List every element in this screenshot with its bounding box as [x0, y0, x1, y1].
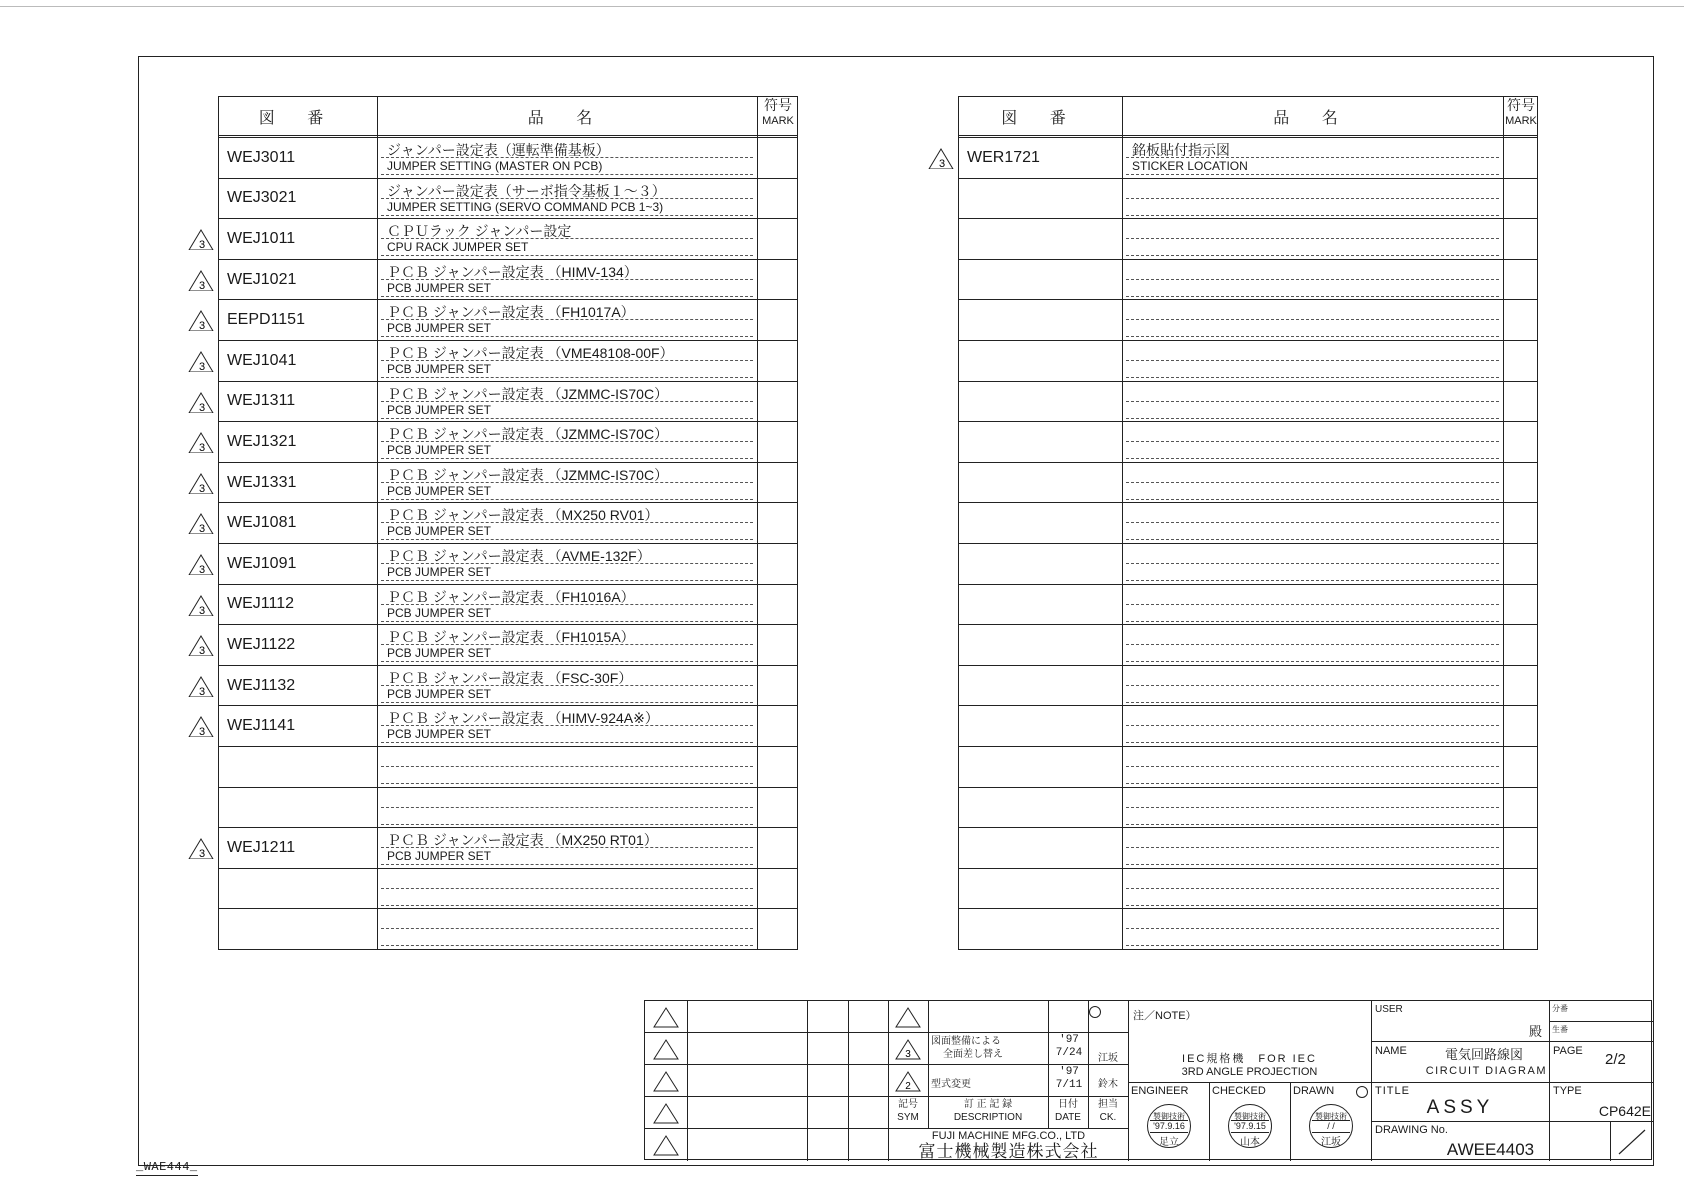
table-row — [219, 706, 797, 747]
dash-line — [381, 661, 753, 662]
dash-line — [1126, 888, 1499, 889]
dash-line — [1126, 279, 1499, 280]
revision-triangle-icon — [188, 269, 214, 291]
revision-number: 3 — [198, 645, 206, 657]
dash-line — [1126, 905, 1499, 906]
projection-note — [1128, 1053, 1371, 1079]
note-label: 注／NOTE） — [1133, 1010, 1197, 1022]
table-row — [959, 788, 1537, 829]
table-row — [219, 909, 797, 950]
revision-triangle-icon — [188, 634, 214, 656]
dash-line — [1126, 847, 1499, 848]
dash-line — [1126, 725, 1499, 726]
part-name-en: PCB JUMPER SET — [387, 524, 492, 539]
top-border-line — [0, 6, 1684, 7]
revision-blank-icon — [895, 1005, 921, 1031]
dash-line — [381, 499, 753, 500]
dash-line — [1126, 864, 1499, 865]
table-row — [959, 422, 1537, 463]
dash-line — [1126, 766, 1499, 767]
revision-number: 3 — [198, 604, 206, 616]
dash-line — [1126, 336, 1499, 337]
table-row — [959, 300, 1537, 341]
approval-stamp — [1228, 1104, 1272, 1148]
header-mark-jp: 符号 — [764, 97, 792, 113]
revision-3-date-year: '97 — [1059, 1034, 1079, 1046]
table-row — [219, 179, 797, 220]
approval-role: DRAWN — [1293, 1085, 1335, 1097]
type-value: CP642E — [1598, 1103, 1651, 1119]
drawing-name-en: CIRCUIT DIAGRAM — [1425, 1065, 1547, 1077]
dash-line — [381, 824, 753, 825]
dash-line — [381, 539, 753, 540]
dash-line — [381, 888, 753, 889]
revision-3-description — [931, 1035, 1047, 1061]
revision-triangle-icon — [188, 553, 214, 575]
revision-number: 3 — [198, 279, 206, 291]
approval-role: ENGINEER — [1131, 1085, 1189, 1097]
dash-line — [1126, 580, 1499, 581]
approval-role: CHECKED — [1212, 1085, 1266, 1097]
part-name-en: STICKER LOCATION — [1132, 159, 1248, 173]
dash-line — [381, 766, 753, 767]
revision-number: 3 — [198, 848, 206, 860]
table-row — [959, 544, 1537, 585]
rev-header-desc-jp: 訂 正 記 録 — [963, 1099, 1013, 1110]
dash-line — [1126, 360, 1499, 361]
dash-line — [1126, 174, 1499, 175]
part-name-jp: ＰＣＢ ジャンパー設定表 （JZMMC-IS70C） — [387, 466, 669, 483]
rev-header-sym-jp: 記号 — [898, 1099, 918, 1110]
drawing-number: WEJ1141 — [227, 717, 296, 735]
table-row — [959, 909, 1537, 950]
dash-line — [1126, 604, 1499, 605]
drawing-number: WEJ1021 — [227, 270, 297, 288]
dash-line — [1126, 482, 1499, 483]
revision-number: 3 — [198, 442, 206, 454]
dash-line — [1126, 621, 1499, 622]
approval-stamp — [1309, 1104, 1353, 1148]
revision-triangle-icon — [188, 715, 214, 737]
table-row — [219, 747, 797, 788]
part-name-jp: 銘板貼付指示図 — [1132, 142, 1230, 158]
revision-number: 3 — [198, 523, 206, 535]
projection-note-line2: 3RD ANGLE PROJECTION — [1181, 1066, 1318, 1078]
stamp-divider — [1231, 1120, 1269, 1121]
part-name-en: PCB JUMPER SET — [387, 443, 492, 458]
revision-triangle-icon — [188, 350, 214, 372]
table-row — [959, 138, 1537, 179]
revision-3-desc-line1: 図面整備による — [931, 1036, 1001, 1047]
dash-line — [1126, 522, 1499, 523]
part-name-en: CPU RACK JUMPER SET — [387, 240, 529, 255]
right-parts-table — [958, 96, 1538, 950]
part-name-jp: ＰＣＢ ジャンパー設定表 （HIMV-924A※） — [387, 710, 659, 727]
stamp-divider — [1231, 1132, 1269, 1133]
dash-line — [1126, 215, 1499, 216]
part-name-jp: ＰＣＢ ジャンパー設定表 （HIMV-134） — [387, 263, 638, 280]
part-name-jp: ＣＰＵラック ジャンパー設定 — [387, 223, 572, 240]
dash-line — [1126, 928, 1499, 929]
dash-line — [381, 336, 753, 337]
part-name-en: PCB JUMPER SET — [387, 483, 492, 498]
dash-line — [381, 702, 753, 703]
dash-line — [381, 742, 753, 743]
revision-number: 3 — [198, 320, 206, 332]
dash-line — [1126, 661, 1499, 662]
sheet-code: _WAE444_ — [136, 1160, 198, 1174]
drawing-name-jp: 電気回路線図 — [1445, 1047, 1524, 1062]
rev-header-date-jp: 日付 — [1058, 1099, 1078, 1110]
stamp-date: / / — [1327, 1121, 1335, 1131]
drawing-number: WEJ1211 — [227, 838, 296, 856]
dash-line — [1126, 644, 1499, 645]
stamp-divider — [1312, 1120, 1350, 1121]
stamp-name: 江坂 — [1321, 1137, 1341, 1148]
header-mark — [1503, 97, 1539, 135]
revision-number: 3 — [198, 726, 206, 738]
stamp-dept: 製御技術 — [1315, 1112, 1347, 1121]
rev-header-sym — [889, 1098, 927, 1124]
blank-revision-triangles — [653, 1005, 679, 1161]
revision-triangle-icon — [188, 675, 214, 697]
part-name-en: PCB JUMPER SET — [387, 362, 492, 376]
revision-number: 3 — [198, 482, 206, 494]
dash-line — [1126, 458, 1499, 459]
table-row — [219, 503, 797, 544]
company-name-jp: 富士機械製造株式会社 — [918, 1142, 1099, 1161]
dash-line — [1126, 783, 1499, 784]
table-row — [219, 260, 797, 301]
table-row — [219, 422, 797, 463]
bunban-label: 分番 — [1552, 1004, 1568, 1013]
drawing-number: WEJ1132 — [227, 676, 296, 694]
dash-line — [1126, 702, 1499, 703]
dash-line — [381, 864, 753, 865]
part-name-jp: ＰＣＢ ジャンパー設定表 （FH1017A） — [387, 304, 635, 321]
dash-line — [381, 255, 753, 256]
title-value: ASSY — [1426, 1097, 1494, 1118]
header-part-name: 品 名 — [527, 109, 607, 127]
table-row — [219, 463, 797, 504]
drawing-number: WEJ1122 — [227, 635, 296, 653]
header-drawing-no: 図 番 — [258, 109, 338, 127]
revision-triangle-icon — [188, 472, 214, 494]
revision-3-desc-line2: 全面差し替え — [943, 1049, 1003, 1060]
table-row — [959, 666, 1537, 707]
title-block — [644, 1000, 1652, 1160]
revision-2-icon — [895, 1069, 921, 1095]
part-name-en: PCB JUMPER SET — [387, 565, 492, 579]
header-mark-en: MARK — [1505, 114, 1537, 127]
part-name-jp: ジャンパー設定表（サーボ指令基板１～３） — [387, 182, 666, 199]
dash-line — [381, 928, 753, 929]
table-row — [959, 585, 1537, 626]
part-name-jp: ＰＣＢ ジャンパー設定表 （FH1016A） — [387, 588, 635, 605]
stamp-name: 足立 — [1159, 1137, 1179, 1148]
header-part-name: 品 名 — [1273, 109, 1352, 127]
projection-note-line1: IEC規格機 FOR IEC — [1182, 1053, 1317, 1065]
slash-mark — [1611, 1122, 1653, 1160]
part-name-jp: ジャンパー設定表（運転準備基板） — [387, 142, 610, 158]
dash-line — [381, 296, 753, 297]
part-name-en: PCB JUMPER SET — [387, 686, 492, 701]
rev-header-desc — [929, 1098, 1047, 1124]
dash-line — [1126, 198, 1499, 199]
drawing-number: WEJ1011 — [227, 229, 296, 247]
part-name-jp: ＰＣＢ ジャンパー設定表 （JZMMC-IS70C） — [387, 426, 669, 443]
drawing-number: WEJ1041 — [227, 351, 297, 369]
revision-number: 3 — [198, 685, 206, 697]
part-name-jp: ＰＣＢ ジャンパー設定表 （MX250 RT01） — [387, 832, 658, 849]
revision-2-symbol: 2 — [905, 1081, 911, 1092]
user-suffix: 殿 — [1529, 1024, 1543, 1039]
dash-line — [1126, 539, 1499, 540]
revision-triangle-icon — [188, 309, 214, 331]
table-row — [959, 341, 1537, 382]
part-name-jp: ＰＣＢ ジャンパー設定表 （AVME-132F） — [387, 548, 651, 564]
rev-header-date — [1049, 1098, 1087, 1124]
rev-header-ck — [1089, 1098, 1127, 1124]
dash-line — [1126, 296, 1499, 297]
revision-triangle-icon — [188, 837, 214, 859]
dash-line — [1126, 377, 1499, 378]
table-row — [959, 869, 1537, 910]
drawing-no-value: AWEE4403 — [1446, 1140, 1535, 1159]
dash-line — [1126, 401, 1499, 402]
table-row — [219, 138, 797, 179]
revision-number: 3 — [198, 361, 206, 372]
drawing-number: WEJ1331 — [227, 473, 297, 491]
drawing-number: WEJ3021 — [227, 189, 297, 207]
name-label: NAME — [1375, 1045, 1407, 1057]
revision-3-date — [1051, 1034, 1087, 1060]
part-name-en: PCB JUMPER SET — [387, 849, 492, 864]
drawing-number: WEJ1112 — [227, 595, 294, 613]
left-parts-table — [218, 96, 798, 950]
dash-line — [381, 377, 753, 378]
revision-triangle-icon — [928, 147, 954, 169]
dash-line — [1126, 945, 1499, 946]
dash-line — [1126, 742, 1499, 743]
drawing-no-label: DRAWING No. — [1375, 1124, 1448, 1136]
drawing-number: WEJ1321 — [227, 432, 297, 450]
part-name-en: JUMPER SETTING (MASTER ON PCB) — [387, 159, 603, 173]
revision-2-date-day: 7/11 — [1055, 1079, 1083, 1091]
stamp-divider — [1150, 1132, 1188, 1133]
seiban-label: 生番 — [1552, 1025, 1568, 1034]
table-row — [219, 666, 797, 707]
approval-stamp — [1147, 1104, 1191, 1148]
drawing-number: WEJ1091 — [227, 554, 297, 572]
part-name-en: PCB JUMPER SET — [387, 280, 492, 295]
dash-line — [381, 945, 753, 946]
part-name-jp: ＰＣＢ ジャンパー設定表 （FSC-30F） — [387, 669, 633, 686]
dash-line — [1126, 807, 1499, 808]
table-row — [219, 382, 797, 423]
dash-line — [1126, 319, 1499, 320]
table-row — [219, 341, 797, 382]
header-mark-jp: 符号 — [1507, 97, 1535, 113]
table-row — [219, 625, 797, 666]
revision-3-symbol: 3 — [905, 1049, 911, 1060]
table-row — [959, 219, 1537, 260]
header-drawing-no: 図 番 — [1001, 109, 1080, 127]
revision-3-date-day: 7/24 — [1055, 1047, 1083, 1059]
part-name-jp: ＰＣＢ ジャンパー設定表 （FH1015A） — [387, 629, 635, 646]
part-name-en: PCB JUMPER SET — [387, 605, 492, 620]
table-row — [959, 625, 1537, 666]
revision-triangle-icon — [188, 594, 214, 616]
drawn-circle-mark — [1355, 1085, 1369, 1104]
table-row — [959, 260, 1537, 301]
dash-line — [1126, 418, 1499, 419]
stamp-divider — [1312, 1132, 1350, 1133]
dash-line — [1126, 824, 1499, 825]
revision-2-date — [1051, 1066, 1087, 1092]
dash-line — [381, 458, 753, 459]
rev-header-ck-en: CK. — [1099, 1112, 1117, 1123]
stamp-dept: 製御技術 — [1234, 1112, 1266, 1121]
table-row — [219, 788, 797, 829]
stamp-dept: 製御技術 — [1153, 1112, 1185, 1121]
part-name-en: PCB JUMPER SET — [387, 402, 492, 417]
rev-header-date-en: DATE — [1055, 1112, 1081, 1123]
table-row — [219, 585, 797, 626]
dash-line — [381, 905, 753, 906]
part-name-jp: ＰＣＢ ジャンパー設定表 （VME48108-00F） — [387, 345, 674, 361]
revision-3-icon — [895, 1037, 921, 1063]
revision-2-date-year: '97 — [1059, 1066, 1079, 1078]
revision-number: 3 — [198, 564, 206, 575]
dash-line — [381, 580, 753, 581]
drawing-number: WEJ3011 — [227, 148, 296, 166]
revision-number: 3 — [938, 158, 946, 169]
company-name — [889, 1129, 1128, 1159]
title-label: TITLE — [1375, 1085, 1410, 1097]
rev-header-sym-en: SYM — [897, 1112, 919, 1123]
page-value: 2/2 — [1605, 1051, 1626, 1068]
dash-line — [381, 621, 753, 622]
dash-line — [381, 174, 753, 175]
company-name-en: FUJI MACHINE MFG.CO., LTD — [931, 1130, 1086, 1142]
dash-line — [1126, 499, 1499, 500]
part-name-en: PCB JUMPER SET — [387, 646, 492, 661]
drawing-number: WEJ1311 — [227, 392, 296, 410]
table-row — [959, 503, 1537, 544]
table-row — [959, 747, 1537, 788]
type-label: TYPE — [1553, 1085, 1582, 1097]
drawing-number: EEPD1151 — [227, 311, 305, 329]
dash-line — [1126, 563, 1499, 564]
rev-header-desc-en: DESCRIPTION — [953, 1112, 1023, 1123]
rev-header-ck-jp: 担当 — [1098, 1099, 1118, 1110]
dash-line — [381, 807, 753, 808]
part-name-en: PCB JUMPER SET — [387, 321, 492, 336]
drawing-number: WEJ1081 — [227, 514, 297, 532]
revision-2-checker: 鈴木 — [1098, 1079, 1118, 1090]
part-name-en: PCB JUMPER SET — [387, 727, 492, 742]
part-name-jp: ＰＣＢ ジャンパー設定表 （MX250 RV01） — [387, 507, 659, 524]
header-mark-en: MARK — [762, 114, 794, 127]
stamp-date: '97.9.16 — [1153, 1121, 1185, 1131]
circle-mark — [1088, 1005, 1102, 1022]
table-row — [219, 828, 797, 869]
revision-3-checker: 江坂 — [1098, 1053, 1118, 1064]
table-row — [959, 828, 1537, 869]
user-label: USER — [1375, 1004, 1403, 1015]
table-row — [959, 179, 1537, 220]
dash-line — [381, 418, 753, 419]
dash-line — [1126, 238, 1499, 239]
dash-line — [381, 783, 753, 784]
revision-2-description: 型式変更 — [931, 1079, 971, 1090]
table-row — [219, 219, 797, 260]
revision-number: 3 — [198, 239, 206, 251]
part-name-jp: ＰＣＢ ジャンパー設定表 （JZMMC-IS70C） — [387, 385, 669, 402]
revision-triangle-icon — [188, 228, 214, 250]
revision-triangle-icon — [188, 431, 214, 453]
drawing-number: WER1721 — [967, 148, 1040, 166]
table-row — [959, 382, 1537, 423]
stamp-divider — [1150, 1120, 1188, 1121]
table-row — [219, 869, 797, 910]
part-name-en: JUMPER SETTING (SERVO COMMAND PCB 1~3) — [387, 199, 664, 214]
page-label: PAGE — [1553, 1045, 1583, 1057]
table-row — [219, 300, 797, 341]
stamp-date: '97.9.15 — [1234, 1121, 1266, 1131]
revision-triangle-icon — [188, 512, 214, 534]
dash-line — [1126, 441, 1499, 442]
table-row — [959, 706, 1537, 747]
header-mark — [757, 97, 799, 135]
dash-line — [1126, 685, 1499, 686]
revision-triangle-icon — [188, 391, 214, 413]
table-row — [219, 544, 797, 585]
dash-line — [381, 215, 753, 216]
table-row — [959, 463, 1537, 504]
revision-number: 3 — [198, 401, 206, 413]
dash-line — [1126, 255, 1499, 256]
stamp-name: 山本 — [1240, 1137, 1260, 1148]
